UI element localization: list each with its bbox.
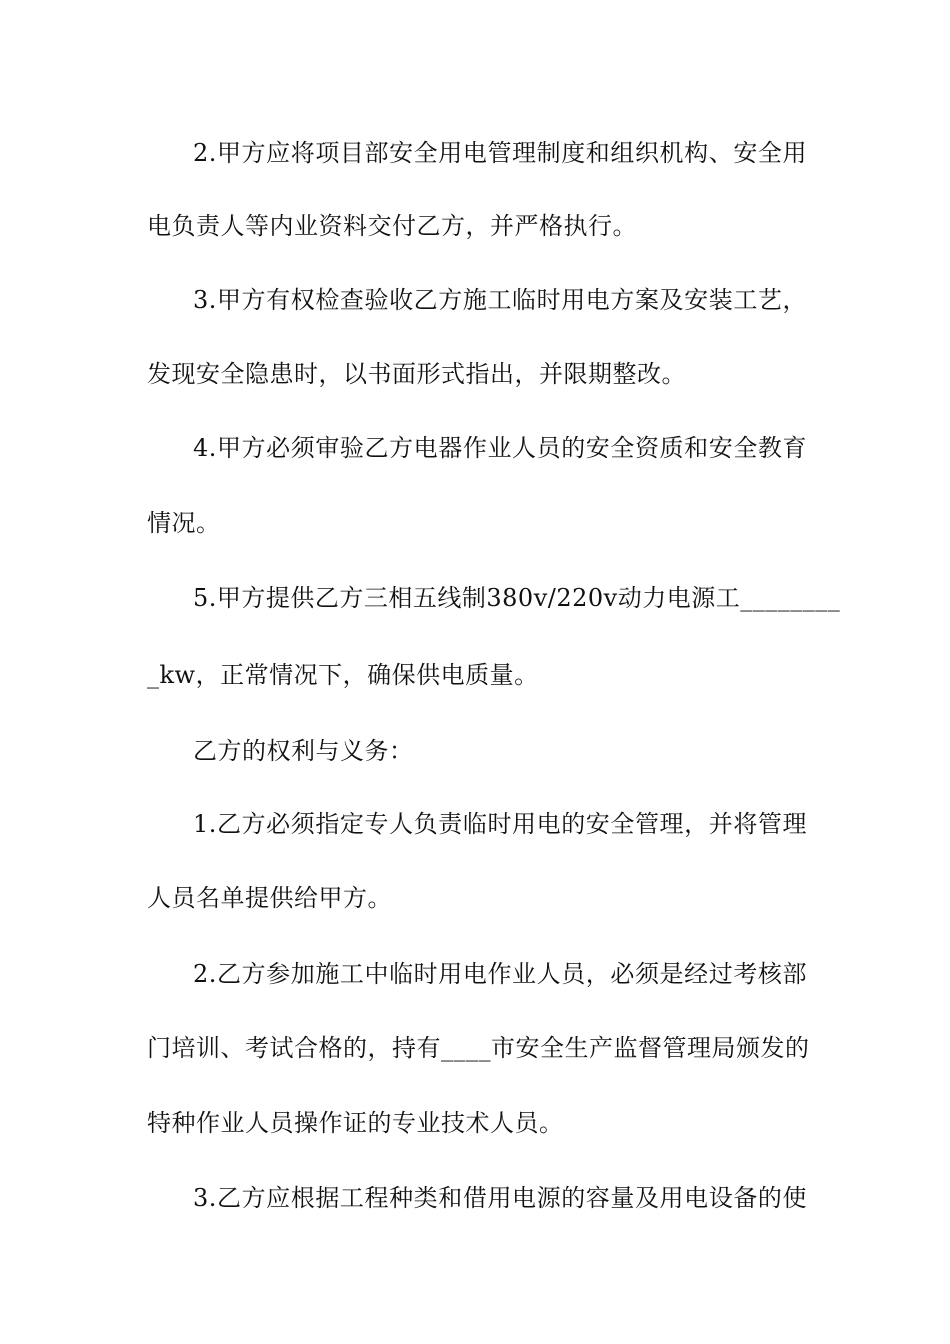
text-line: 特种作业人员操作证的专业技术人员。 bbox=[147, 1109, 564, 1137]
text-line: 1.乙方必须指定专人负责临时用电的安全管理，并将管理 bbox=[193, 810, 807, 838]
text-line: 门培训、考试合格的，持有____市安全生产监督管理局颁发的 bbox=[147, 1034, 810, 1062]
text-line: 5.甲方提供乙方三相五线制380v/220v动力电源工________ bbox=[193, 584, 841, 612]
text-line: 人员名单提供给甲方。 bbox=[147, 884, 392, 912]
text-line: 情况。 bbox=[147, 509, 221, 537]
text-line: 2.乙方参加施工中临时用电作业人员，必须是经过考核部 bbox=[193, 960, 807, 988]
section-heading: 乙方的权利与义务： bbox=[193, 737, 414, 765]
text-line: 4.甲方必须审验乙方电器作业人员的安全资质和安全教育 bbox=[193, 434, 807, 462]
text-line: 电负责人等内业资料交付乙方，并严格执行。 bbox=[147, 212, 637, 240]
text-line: 3.甲方有权检查验收乙方施工临时用电方案及安装工艺， bbox=[193, 286, 807, 314]
text-line: 发现安全隐患时，以书面形式指出，并限期整改。 bbox=[147, 360, 686, 388]
text-line: 2.甲方应将项目部安全用电管理制度和组织机构、安全用 bbox=[193, 139, 807, 167]
text-line: 3.乙方应根据工程种类和借用电源的容量及用电设备的使 bbox=[193, 1184, 807, 1212]
text-line: _kw，正常情况下，确保供电质量。 bbox=[147, 661, 539, 689]
